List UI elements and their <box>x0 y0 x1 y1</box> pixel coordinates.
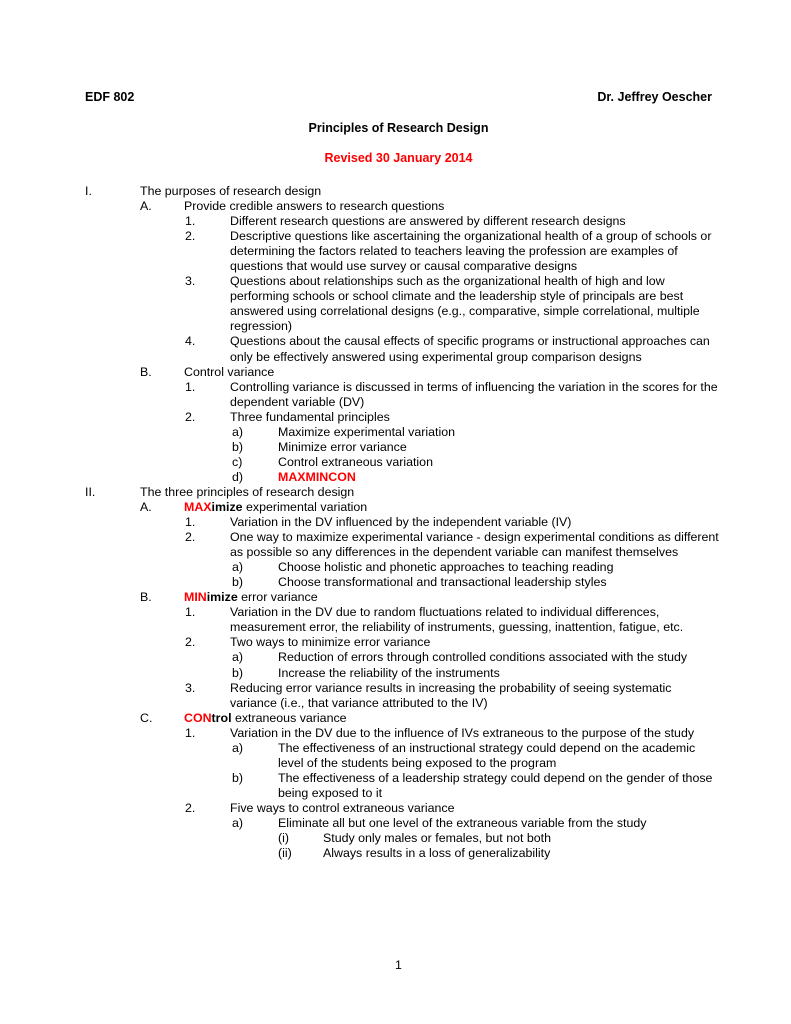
outline-text: Three fundamental principles <box>230 409 390 424</box>
outline-item <box>85 590 719 605</box>
page-title: Principles of Research Design <box>308 121 489 135</box>
outline-item <box>85 681 719 711</box>
outline-marker: 1. <box>185 605 196 620</box>
outline-item <box>85 515 719 530</box>
outline-text: Increase the reliability of the instruments <box>278 665 500 680</box>
outline-text: Always results in a loss of generalizability <box>323 846 551 861</box>
outline-list <box>85 184 719 861</box>
outline-marker: a) <box>232 740 244 755</box>
revision-date: Revised 30 January 2014 <box>324 151 473 165</box>
outline-text: Variation in the DV influenced by the independent variable (IV) <box>230 515 572 530</box>
outline-marker: 4. <box>185 334 196 349</box>
outline-item <box>85 635 719 650</box>
outline-item <box>85 726 719 741</box>
outline-text: Reduction of errors through controlled conditions associated with the study <box>278 650 688 665</box>
outline-item <box>85 410 719 425</box>
outline-text: The effectiveness of a leadership strategy could depend on the gender of those being exposed to it <box>278 770 713 800</box>
outline-text: Choose transformational and transactional leadership styles <box>278 575 607 590</box>
outline-item <box>85 771 719 801</box>
document-header <box>85 90 712 105</box>
outline-marker: 1. <box>185 725 196 740</box>
outline-text-run: MIN <box>184 590 207 605</box>
outline-text: Questions about the causal effects of specific programs or instructional approaches can only be effectively answered using experimental group comparison designs <box>230 334 710 364</box>
outline-item <box>85 831 719 846</box>
outline-item <box>85 605 719 635</box>
outline-marker: 2. <box>185 530 196 545</box>
outline-text: MAXMINCON <box>278 469 356 484</box>
outline-item <box>85 575 719 590</box>
outline-text: The effectiveness of an instructional strategy could depend on the academic level of the students being exposed to the program <box>278 740 696 770</box>
outline-text: Variation in the DV due to the influence of IVs extraneous to the purpose of the study <box>230 725 695 740</box>
outline-text: One way to maximize experimental variance - design experimental conditions as different as possible so any differences in the dependent variable can manifest themselves <box>230 530 719 560</box>
outline-marker: c) <box>232 454 243 469</box>
outline-text: Choose holistic and phonetic approaches to teaching reading <box>278 560 614 575</box>
outline-text: Provide credible answers to research questions <box>184 199 445 214</box>
outline-text-run: extraneous variance <box>231 710 347 725</box>
outline-marker: 2. <box>185 800 196 815</box>
outline-item <box>85 711 719 726</box>
outline-marker: B. <box>140 364 152 379</box>
outline-item <box>85 184 719 199</box>
outline-text: Two ways to minimize error variance <box>230 635 431 650</box>
outline-item <box>85 425 719 440</box>
page-number: 1 <box>395 958 402 972</box>
outline-text-run: imize <box>211 499 243 514</box>
outline-text-run: MAX <box>184 499 212 514</box>
outline-text: Eliminate all but one level of the extraneous variable from the study <box>278 815 647 830</box>
outline-marker: 2. <box>185 635 196 650</box>
outline-text <box>184 500 719 515</box>
outline-item <box>85 470 719 485</box>
outline-marker: 3. <box>185 680 196 695</box>
outline-item <box>85 816 719 831</box>
outline-marker: A. <box>140 199 152 214</box>
outline-item <box>85 485 719 500</box>
outline-item <box>85 801 719 816</box>
outline-item <box>85 229 719 274</box>
outline-text <box>184 711 719 726</box>
outline-marker: 1. <box>185 515 196 530</box>
outline-marker: 2. <box>185 409 196 424</box>
outline-text: Descriptive questions like ascertaining the organizational health of a group of schools or determining the factors related to teachers leaving the profession are examples of questions that would use survey or causal comparative designs <box>230 229 712 274</box>
outline-text: Controlling variance is discussed in terms of influencing the variation in the scores for the dependent variable (DV) <box>230 379 718 409</box>
outline-item <box>85 274 719 334</box>
outline-item <box>85 214 719 229</box>
outline-marker: B. <box>140 590 152 605</box>
outline-text: The purposes of research design <box>140 184 322 198</box>
outline-text-run: imize <box>206 590 238 605</box>
outline-marker: I. <box>85 184 92 198</box>
outline-marker: a) <box>232 560 244 575</box>
outline-item <box>85 846 719 861</box>
outline-text: Reducing error variance results in increasing the probability of seeing systematic variance (i.e., that variance attributed to the IV) <box>230 680 672 710</box>
outline-text-run: experimental variation <box>242 499 368 514</box>
outline-item <box>85 199 719 214</box>
outline-item <box>85 440 719 455</box>
outline-item <box>85 666 719 681</box>
outline-marker: a) <box>232 815 244 830</box>
outline-marker: b) <box>232 439 244 454</box>
outline-marker: C. <box>140 710 153 725</box>
outline-marker: 1. <box>185 214 196 229</box>
outline-item <box>85 530 719 560</box>
outline-marker: (ii) <box>278 846 292 861</box>
outline-marker: d) <box>232 469 244 484</box>
outline-marker: b) <box>232 770 244 785</box>
outline-item <box>85 741 719 771</box>
outline-text <box>184 590 719 605</box>
outline-marker: a) <box>232 650 244 665</box>
outline-marker: 2. <box>185 229 196 244</box>
outline-text-run: trol <box>211 710 232 725</box>
outline-text: Control extraneous variation <box>278 454 433 469</box>
course-code: EDF 802 <box>85 90 135 104</box>
outline-item <box>85 500 719 515</box>
outline-marker: b) <box>232 575 244 590</box>
outline-marker: 3. <box>185 274 196 289</box>
outline-text: Control variance <box>184 364 275 379</box>
outline-text: Study only males or females, but not both <box>323 831 551 846</box>
outline-item <box>85 650 719 665</box>
outline-item <box>85 365 719 380</box>
outline-marker: a) <box>232 424 244 439</box>
outline-item <box>85 380 719 410</box>
outline-text: Minimize error variance <box>278 439 407 454</box>
outline-marker: 1. <box>185 379 196 394</box>
instructor-name: Dr. Jeffrey Oescher <box>597 90 712 104</box>
outline-text: Maximize experimental variation <box>278 424 455 439</box>
outline-marker: b) <box>232 665 244 680</box>
outline-marker: II. <box>85 484 96 499</box>
outline-text: Questions about relationships such as the organizational health of high and low performing schools or school climate and the leadership style of principals are best answered using correlational designs (e.g., comparative, simple correlational, multiple regression) <box>230 274 700 334</box>
outline-marker: A. <box>140 499 152 514</box>
outline-marker: (i) <box>278 831 290 846</box>
outline-item <box>85 334 719 364</box>
outline-text: Variation in the DV due to random fluctuations related to individual differences, measurement error, the reliability of instruments, guessing, inattention, fatigue, etc. <box>230 605 684 635</box>
outline-text: Five ways to control extraneous variance <box>230 800 455 815</box>
outline-text-run: error variance <box>237 590 318 605</box>
outline-text: Different research questions are answered by different research designs <box>230 214 626 229</box>
outline-text: The three principles of research design <box>140 484 355 499</box>
outline-text-run: CON <box>184 710 212 725</box>
outline-item <box>85 455 719 470</box>
outline-item <box>85 560 719 575</box>
